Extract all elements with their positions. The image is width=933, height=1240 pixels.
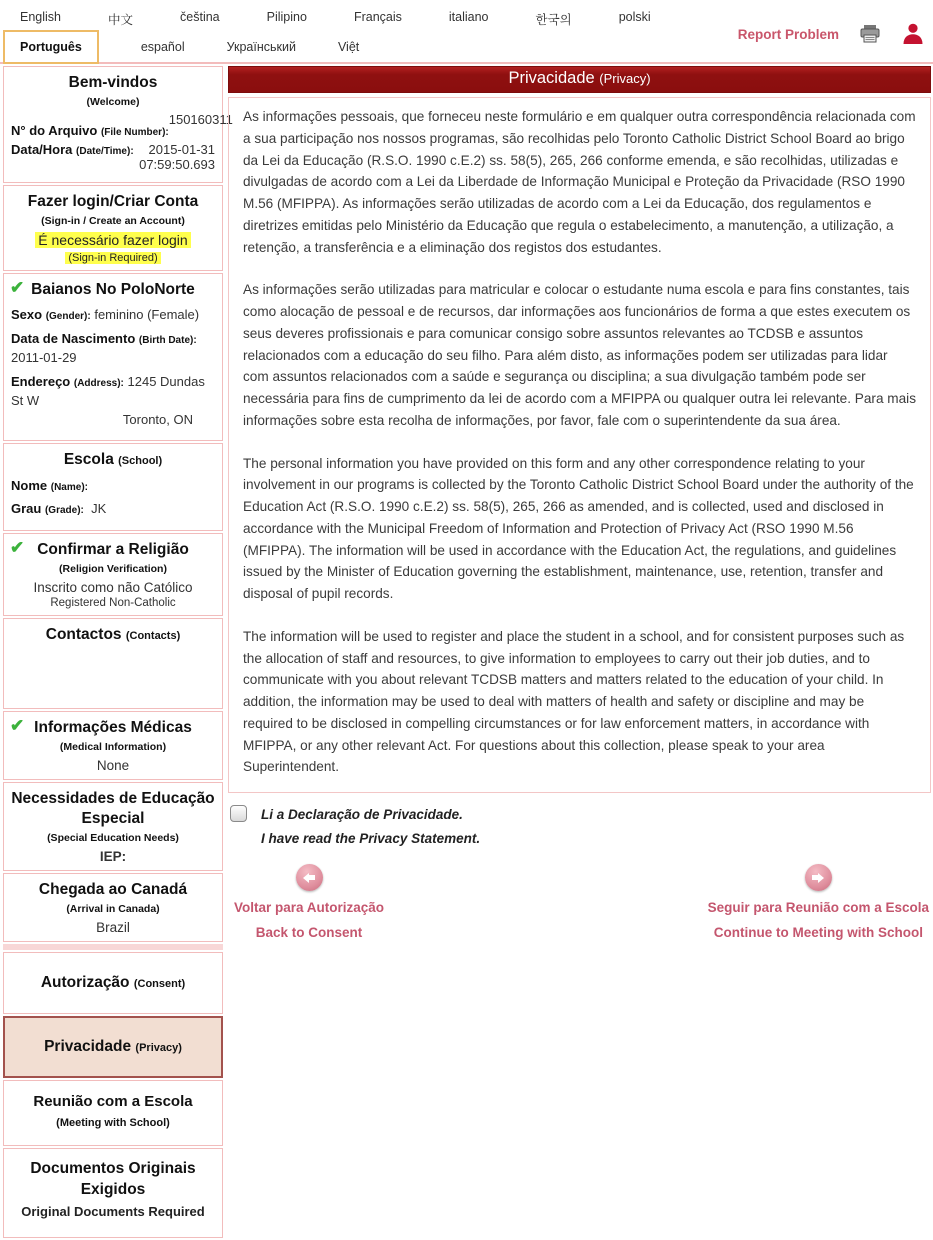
printer-icon[interactable]	[859, 24, 881, 44]
lang-chinese[interactable]: 中文	[108, 13, 134, 27]
school-grade-value: JK	[91, 501, 107, 517]
documents-title: Documentos Originais Exigidos	[30, 1160, 196, 1198]
lang-vietnamese[interactable]: Việt	[337, 40, 360, 54]
sidebar-divider	[3, 944, 223, 950]
privacy-paragraph-1: As informações pessoais, que forneceu neste formulário e em qualquer outra correspondência relacionada com a sua participação nos nossos programas, são recolhidas pelo Toronto Catholic District School Board ao brigo da Lei da Educação (R.S.O. 1990 c.E.2) ss. 58(5), 265, 266 conforme emenda, e são recolhidas, utilizadas e divulgadas de acordo com a Lei da Liberdade de Informação Municipal e Proteção da Privacidade (RSO 1990 M.56 (MFIPPA). As informações serão utilizadas de acordo com a Lei da Educação, dos regulamentos e diretrizes emitidas pelo Ministério da Educação que regula o estabelecimento, a manutenção, a utilização, a retenção, a transferência e a eliminação dos registos dos estudantes.	[243, 109, 916, 255]
privacy-paragraph-3: The personal information you have provided on this form and any other correspondence relating to your involvement in our programs is collected by the Toronto Catholic District School Board under the authority of the Education Act (R.S.O. 1990 c.E.2) ss. 58(5), 265, 266 as amended, and is collected, used and disclosed in accordance with the Municipal Freedom of Information and Protection of Privacy Act (RSO 1990 M.56 (MFIPPA). The information will be used in accordance with the Education Act, the regulations, and guidelines issued by the Minister of Education governing the establishment, maintenance, use, retention, transfer and disposal of pupil records.	[243, 455, 914, 601]
sidebar-item-medical[interactable]	[3, 711, 223, 780]
lang-french[interactable]: Français	[353, 10, 402, 24]
signin-required-pt: É necessário fazer login	[35, 232, 190, 248]
contacts-title: Contactos	[45, 626, 122, 644]
consent-title: Autorização	[40, 974, 130, 992]
consent-subtitle: (Consent)	[133, 978, 186, 991]
school-subtitle: (School)	[118, 455, 163, 468]
sidebar-item-student[interactable]	[3, 273, 223, 441]
sidebar-item-special-needs[interactable]	[3, 782, 223, 871]
user-icon[interactable]	[901, 22, 925, 46]
medical-value: None	[96, 757, 130, 773]
sidebar-item-meeting[interactable]	[3, 1080, 223, 1146]
documents-subtitle: Original Documents Required	[21, 1203, 205, 1219]
privacy-title: Privacidade	[44, 1038, 132, 1056]
continue-to-meeting-button[interactable]	[708, 864, 929, 940]
sidebar-item-signin[interactable]	[3, 185, 223, 271]
address-value-line2: Toronto, ON	[122, 411, 193, 427]
privacy-read-checkbox[interactable]	[230, 805, 247, 822]
religion-title: Confirmar a Religião	[37, 541, 189, 559]
lang-filipino[interactable]: Pilipino	[266, 10, 307, 24]
sidebar-item-consent[interactable]	[3, 952, 223, 1014]
main-content	[228, 66, 931, 940]
file-number-sublabel: (File Number):	[100, 127, 169, 139]
privacy-subtitle: (Privacy)	[135, 1042, 182, 1055]
datetime-label: Data/Hora	[11, 142, 73, 158]
check-icon: ✔	[10, 715, 25, 735]
continue-label-en[interactable]: Continue to Meeting with School	[713, 925, 923, 941]
page-title-pt: Privacidade	[508, 69, 595, 87]
religion-value-en: Registered Non-Catholic	[50, 597, 176, 610]
religion-value-pt: Inscrito como não Católico	[33, 580, 193, 596]
contacts-subtitle: (Contacts)	[125, 630, 181, 643]
datetime-row	[11, 142, 215, 172]
lang-ukrainian[interactable]: Український	[226, 40, 296, 54]
datetime-value: 2015-01-31 07:59:50.693	[139, 142, 215, 173]
lang-english[interactable]: English	[20, 10, 61, 24]
arrival-title: Chegada ao Canadá	[38, 881, 188, 899]
birthdate-row: Data de Nascimento (Birth Date): 2011-01-29	[11, 331, 197, 366]
gender-value: feminino (Female)	[94, 307, 200, 323]
lang-italian[interactable]: italiano	[448, 10, 489, 24]
privacy-paragraph-2: As informações serão utilizadas para matricular e colocar o estudante numa escola e para fins constantes, tais como alocação de pessoal e de recursos, dar informações aos funcionários de forma a que estes executem os seus deveres profissionais e para comunicar consigo sobre assuntos relevantes ao TCDSB e assuntos relacionados com a educação do seu filho. Para além disto, as informações podem ser utilizadas para lidar com assuntos relacionados com a saúde e segurança ou disciplina; a sua divulgação também pode ser necessária para fins de cumprimento da lei de acordo com a MFIPPA ou qualquer outra lei relevante. Para mais informações sobre esta recolha de informações, por favor, fale com o superintendente da sua área.	[243, 282, 916, 428]
datetime-sublabel: (Date/Time):	[76, 146, 134, 158]
navigation-row	[228, 864, 931, 940]
arrival-subtitle: (Arrival in Canada)	[66, 903, 160, 916]
arrival-value: Brazil	[96, 920, 130, 936]
continue-label-pt[interactable]: Seguir para Reunião com a Escola	[707, 900, 929, 916]
file-number-value: 150160311	[168, 112, 233, 128]
right-arrow-icon[interactable]	[805, 864, 832, 891]
welcome-title: Bem-vindos	[68, 74, 158, 91]
sidebar-item-school[interactable]	[3, 443, 223, 531]
sidebar-item-documents[interactable]	[3, 1148, 223, 1237]
language-row-2	[3, 30, 359, 64]
school-title: Escola	[63, 451, 114, 469]
sidebar-item-arrival[interactable]	[3, 873, 223, 942]
left-arrow-icon[interactable]	[296, 864, 323, 891]
lang-polish[interactable]: polski	[618, 10, 651, 24]
acknowledgement-row	[230, 803, 929, 850]
language-bar	[0, 0, 933, 64]
page-title	[228, 66, 931, 93]
address-row: Endereço (Address): 1245 Dundas St W Toronto, ON	[11, 373, 215, 430]
medical-subtitle: (Medical Information)	[59, 740, 167, 753]
student-name-title: Baianos No PoloNorte	[31, 281, 195, 299]
meeting-subtitle: (Meeting with School)	[56, 1116, 170, 1129]
lang-spanish[interactable]: español	[140, 40, 185, 54]
welcome-subtitle: (Welcome)	[86, 96, 140, 109]
language-row-1	[20, 10, 651, 28]
checkbox-label-en: I have read the Privacy Statement.	[261, 830, 481, 846]
back-to-consent-button[interactable]	[230, 864, 388, 940]
lang-korean[interactable]: 한국의	[535, 13, 572, 27]
check-icon: ✔	[10, 278, 25, 298]
sidebar-item-contacts[interactable]	[3, 618, 223, 708]
privacy-paragraph-4: The information will be used to register and place the student in a school, and for consistent purposes such as the allocation of staff and resources, to give information to employees to carry out their job duties, and to communicate with you about relevant TCDSB matters and matters related to the education of your child. In addition, the information may be used to deal with matters of health and safety or discipline and may be required to be disclosed in compelling circumstances or for law enforcement matters, in accordance with MFIPPA, or any other relevant Act. For questions about this collection, please speak to your area Superintendent.	[243, 628, 905, 775]
back-label-en[interactable]: Back to Consent	[255, 925, 363, 941]
school-grade-row: Grau (Grade): JK	[11, 501, 107, 517]
meeting-title: Reunião com a Escola	[33, 1093, 193, 1111]
medical-title: Informações Médicas	[34, 718, 192, 736]
top-actions	[738, 22, 925, 46]
privacy-statement-box	[228, 97, 931, 793]
religion-subtitle: (Religion Verification)	[59, 563, 167, 576]
school-name-row: Nome (Name):	[11, 477, 88, 493]
special-needs-title: Necessidades de Educação Especial	[11, 789, 215, 827]
report-problem-link[interactable]: Report Problem	[737, 26, 839, 42]
gender-row: Sexo (Gender): feminino (Female)	[11, 307, 200, 323]
birthdate-value: 2011-01-29	[11, 350, 77, 366]
lang-portuguese-selected[interactable]: Português	[3, 30, 99, 64]
signin-required-en: (Sign-in Required)	[65, 252, 160, 264]
sidebar-item-welcome[interactable]	[3, 66, 233, 183]
file-number-row	[11, 112, 233, 139]
address-value-line1: 1245 Dundas St W	[11, 373, 205, 408]
sidebar-item-privacy-selected[interactable]	[3, 1016, 223, 1078]
sidebar-item-religion[interactable]	[3, 533, 223, 616]
check-icon: ✔	[10, 538, 25, 558]
file-number-label: N° do Arquivo	[11, 123, 98, 139]
back-label-pt[interactable]: Voltar para Autorização	[233, 900, 385, 916]
signin-subtitle: (Sign-in / Create an Account)	[41, 215, 185, 228]
special-needs-subtitle: (Special Education Needs)	[47, 832, 179, 845]
lang-czech[interactable]: čeština	[180, 10, 220, 24]
signin-title: Fazer login/Criar Conta	[27, 193, 199, 211]
iep-value: IEP:	[99, 849, 127, 865]
registration-steps-sidebar	[3, 66, 233, 1240]
page-title-en: (Privacy)	[599, 71, 651, 86]
checkbox-label-pt: Li a Declaração de Privacidade.	[261, 807, 463, 822]
